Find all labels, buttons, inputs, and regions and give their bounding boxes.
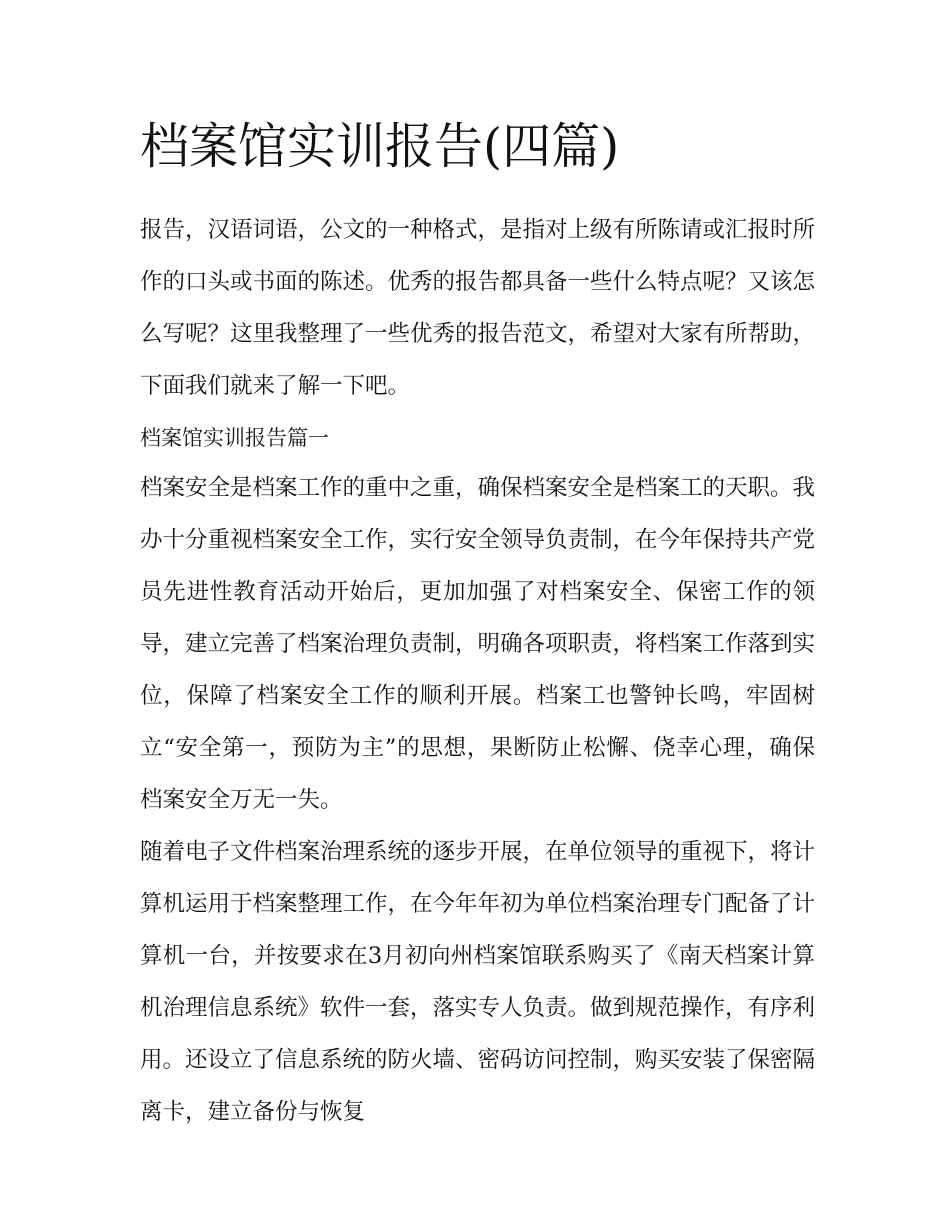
document-title: 档案馆实训报告(四篇) (140, 118, 620, 175)
section-heading: 档案馆实训报告篇一 (140, 426, 329, 450)
body-paragraph-2: 随着电子文件档案治理系统的逐步开展，在单位领导的重视下，将计算机运用于档案整理工作，在今年年初为单位档案治理专门配备了计算机一台，并按要求在3月初向州档案馆联系购买了《南天档案计算机治理信息系统》软件一套，落实专人负责。做到规范操作，有序利用。还设立了信息系统的防火墙、密码访问控制，购买安装了保密隔离卡，建立备份与恢复 (140, 839, 816, 1125)
intro-paragraph: 报告，汉语词语，公文的一种格式，是指对上级有所陈请或汇报时所作的口头或书面的陈述。优秀的报告都具备一些什么特点呢？又该怎么写呢？这里我整理了一些优秀的报告范文，希望对大家有所帮助，下面我们就来了解一下吧。 (140, 217, 816, 399)
document-content (140, 112, 815, 1138)
body-paragraph-1: 档案安全是档案工作的重中之重，确保档案安全是档案工的天职。我办十分重视档案安全工作，实行安全领导负责制，在今年保持共产党员先进性教育活动开始后，更加加强了对档案安全、保密工作的领导，建立完善了档案治理负责制，明确各项职责，将档案工作落到实位，保障了档案安全工作的顺利开展。档案工也警钟长鸣，牢固树立“安全第一，预防为主”的思想，果断防止松懈、侥幸心理，确保档案安全万无一失。 (140, 475, 816, 813)
